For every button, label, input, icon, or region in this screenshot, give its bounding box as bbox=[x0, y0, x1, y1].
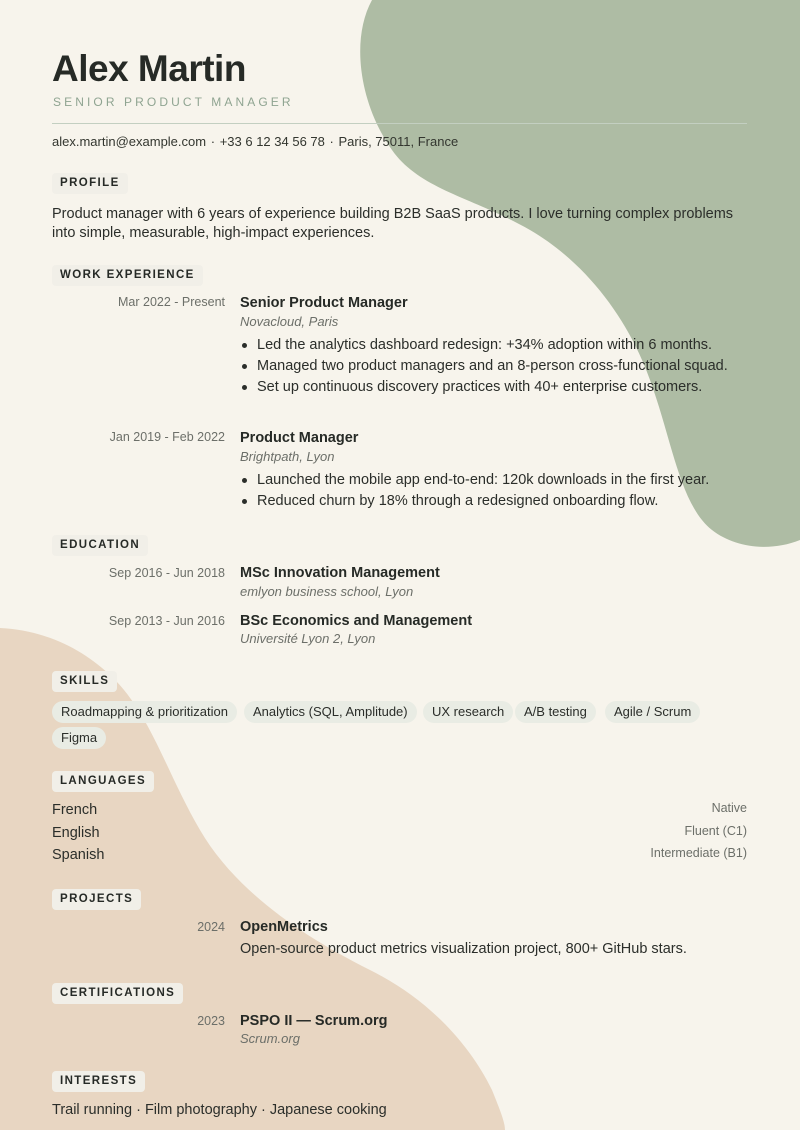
certification-year: 2023 bbox=[197, 1014, 225, 1028]
language-level: Intermediate (B1) bbox=[650, 846, 747, 860]
experience-bullets bbox=[240, 336, 745, 399]
project-name: OpenMetrics bbox=[240, 919, 328, 935]
language-name: English bbox=[52, 825, 100, 841]
experience-bullets bbox=[240, 471, 745, 513]
contact-line bbox=[52, 134, 458, 149]
profile-summary: Product manager with 6 years of experience building B2B SaaS products. I love turning complex problems into simple, measurable, high-impact experiences. bbox=[52, 206, 734, 241]
project-description: Open-source product metrics visualization project, 800+ GitHub stars. bbox=[240, 941, 687, 957]
section-title-certifications: CERTIFICATIONS bbox=[52, 983, 183, 1004]
education-school: Université Lyon 2, Lyon bbox=[240, 631, 376, 646]
phone-number[interactable]: +33 6 12 34 56 78 bbox=[219, 134, 325, 149]
experience-company: Novacloud, Paris bbox=[240, 314, 339, 329]
skill-chip: Roadmapping & prioritization bbox=[52, 701, 237, 723]
project-year: 2024 bbox=[197, 920, 225, 934]
skill-chip: A/B testing bbox=[515, 701, 596, 723]
section-title-education: EDUCATION bbox=[52, 535, 148, 556]
job-headline: SENIOR PRODUCT MANAGER bbox=[53, 95, 294, 109]
experience-role: Product Manager bbox=[240, 430, 359, 446]
section-title-languages: LANGUAGES bbox=[52, 771, 154, 792]
language-level: Native bbox=[711, 801, 747, 815]
section-title-interests: INTERESTS bbox=[52, 1071, 145, 1092]
language-name: Spanish bbox=[52, 847, 105, 863]
education-dates: Sep 2016 - Jun 2018 bbox=[108, 566, 225, 580]
skill-chip: Analytics (SQL, Amplitude) bbox=[244, 701, 417, 723]
section-title-projects: PROJECTS bbox=[52, 889, 141, 910]
section-title-experience: WORK EXPERIENCE bbox=[52, 265, 203, 286]
certification-issuer: Scrum.org bbox=[240, 1031, 300, 1046]
contact-separator: · bbox=[329, 134, 334, 149]
experience-bullet: Launched the mobile app end-to-end: 120k downloads in the first year. bbox=[240, 471, 745, 490]
education-degree: BSc Economics and Management bbox=[240, 613, 473, 629]
certification-name: PSPO II — Scrum.org bbox=[240, 1013, 388, 1029]
section-title-profile: PROFILE bbox=[52, 173, 128, 194]
experience-dates: Jan 2019 - Feb 2022 bbox=[109, 430, 225, 444]
header-divider bbox=[52, 123, 747, 124]
education-dates: Sep 2013 - Jun 2016 bbox=[108, 614, 225, 628]
language-name: French bbox=[52, 802, 98, 818]
email-link[interactable]: alex.martin@example.com bbox=[52, 134, 207, 149]
language-level: Fluent (C1) bbox=[684, 824, 747, 838]
skill-chip: UX research bbox=[423, 701, 513, 723]
skill-chip: Agile / Scrum bbox=[605, 701, 700, 723]
education-degree: MSc Innovation Management bbox=[240, 565, 440, 581]
skill-chip: Figma bbox=[52, 727, 106, 749]
section-title-skills: SKILLS bbox=[52, 671, 117, 692]
experience-bullet: Led the analytics dashboard redesign: +34% adoption within 6 months. bbox=[240, 336, 745, 355]
experience-dates: Mar 2022 - Present bbox=[118, 295, 225, 309]
contact-separator: · bbox=[210, 134, 216, 149]
experience-company: Brightpath, Lyon bbox=[240, 449, 335, 464]
candidate-name: Alex Martin bbox=[52, 48, 246, 89]
experience-role: Senior Product Manager bbox=[240, 295, 408, 311]
location: Paris, 75011, France bbox=[338, 134, 459, 149]
experience-bullet: Set up continuous discovery practices with 40+ enterprise customers. bbox=[240, 378, 745, 397]
interests-list: Trail running · Film photography · Japanese cooking bbox=[52, 1102, 387, 1118]
experience-bullet: Reduced churn by 18% through a redesigned onboarding flow. bbox=[240, 492, 745, 511]
education-school: emlyon business school, Lyon bbox=[240, 584, 414, 599]
experience-bullet: Managed two product managers and an 8-person cross-functional squad. bbox=[240, 357, 745, 376]
